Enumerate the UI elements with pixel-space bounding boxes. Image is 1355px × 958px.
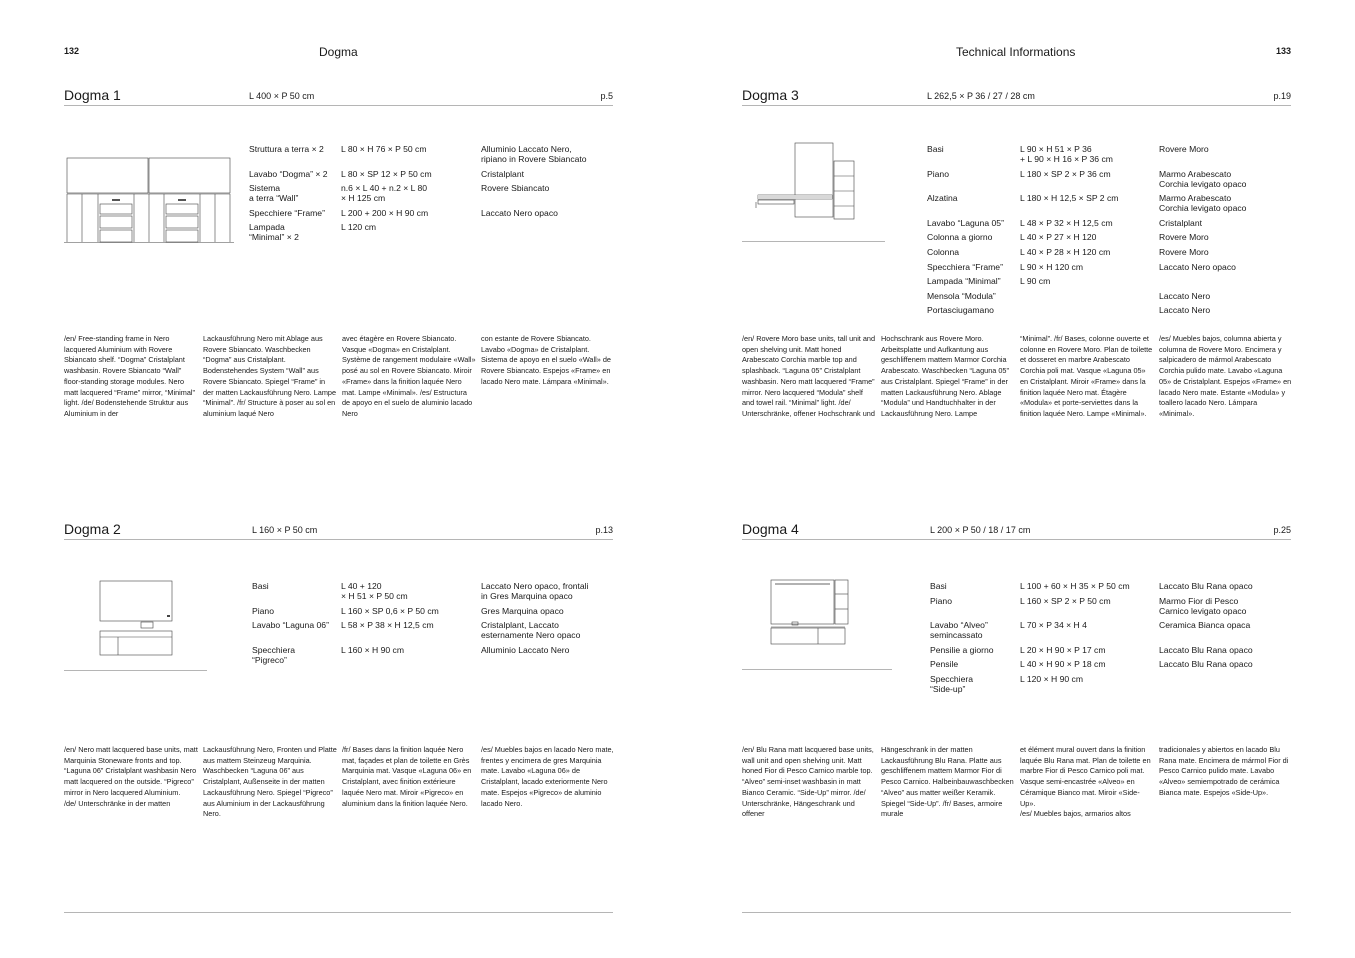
spec-finish: Alluminio Laccato Nero bbox=[481, 644, 570, 655]
spec-row bbox=[927, 144, 1291, 164]
spec-row bbox=[927, 193, 1291, 213]
section-title: Dogma 1 bbox=[64, 87, 121, 103]
section-page-ref: p.25 bbox=[1273, 525, 1291, 535]
spec-size: L 120 cm bbox=[341, 222, 377, 233]
description-col-1: /en/ Nero matt lacquered base units, matt Marquinia Stoneware fronts and top. “Laguna 06” Cristalplant washbasin Nero matt lacquered on the outside. “Pigreco” mirror in Nero lacquered Aluminium. /de/ Unterschränke in der matten bbox=[64, 745, 198, 808]
left-page-title: Dogma bbox=[319, 45, 358, 59]
right-page-number: 133 bbox=[1276, 46, 1292, 56]
spec-row bbox=[252, 645, 613, 665]
left-page-number: 132 bbox=[64, 46, 80, 56]
spec-finish: Cristalplant bbox=[1159, 217, 1202, 228]
spec-table bbox=[930, 581, 1291, 699]
spec-finish: Cristalplant bbox=[481, 168, 524, 179]
spec-finish: Laccato Nero bbox=[1159, 290, 1211, 301]
spec-size: L 180 × SP 2 × P 36 cm bbox=[1020, 168, 1111, 179]
section-page-ref: p.19 bbox=[1273, 91, 1291, 101]
spec-finish: Gres Marquina opaco bbox=[481, 605, 564, 616]
spec-row bbox=[252, 620, 613, 640]
spec-table bbox=[927, 144, 1291, 320]
section-dimensions: L 200 × P 50 / 18 / 17 cm bbox=[930, 525, 1031, 535]
spec-row bbox=[249, 169, 613, 179]
spec-item: Pensile bbox=[930, 659, 959, 670]
spec-finish: Alluminio Laccato Nero, ripiano in Rovere Sbiancato bbox=[481, 144, 587, 164]
spec-item: Piano bbox=[927, 168, 949, 179]
spec-row bbox=[930, 659, 1291, 669]
spec-row bbox=[249, 208, 613, 218]
description-col-2: Lackausführung Nero, Fronten und Platte aus mattem Steinzeug Marquinia. Waschbecken “Laguna 06” aus Cristalplant, Außenseite in der matten Lackausführung Nero. Spiegel “Pigreco” aus Aluminium in der Lackausführung Nero. bbox=[203, 745, 337, 819]
description-col-4: /es/ Muebles bajos en lacado Nero mate, frentes y encimera de gres Marquinia mate. Lavabo «Laguna 06» de Cristalplant, lacado exteriormente Nero mate. Espejos «Pigreco» de aluminio lacado Nero. bbox=[481, 745, 614, 808]
spec-finish: Laccato Blu Rana opaco bbox=[1159, 659, 1253, 670]
spec-row bbox=[927, 276, 1291, 286]
spec-item: Colonna bbox=[927, 246, 960, 257]
spec-size: n.6 × L 40 + n.2 × L 80 × H 125 cm bbox=[341, 183, 428, 204]
spec-finish: Rovere Moro bbox=[1159, 232, 1209, 243]
spec-item: Basi bbox=[927, 144, 944, 154]
spec-table bbox=[252, 581, 613, 669]
spec-item: Specchiere “Frame” bbox=[249, 207, 325, 218]
section-rule bbox=[64, 539, 613, 540]
spec-finish: Laccato Nero opaco bbox=[1159, 261, 1236, 272]
spec-row bbox=[927, 232, 1291, 242]
spec-item: Colonna a giorno bbox=[927, 232, 993, 243]
section-dimensions: L 160 × P 50 cm bbox=[252, 525, 318, 535]
section-rule bbox=[64, 105, 613, 106]
spec-size: L 40 + 120 × H 51 × P 50 cm bbox=[341, 581, 408, 601]
spec-item: Struttura a terra × 2 bbox=[249, 144, 324, 154]
spec-finish: Laccato Nero opaco bbox=[481, 207, 558, 218]
spec-finish: Laccato Nero opaco, frontali in Gres Marquina opaco bbox=[481, 581, 589, 601]
spec-item: Basi bbox=[252, 581, 269, 591]
spec-size: L 58 × P 38 × H 12,5 cm bbox=[341, 620, 434, 631]
spec-size: L 180 × H 12,5 × SP 2 cm bbox=[1020, 193, 1119, 204]
spec-finish: Marmo Arabescato Corchia levigato opaco bbox=[1159, 193, 1247, 214]
spec-size: L 200 + 200 × H 90 cm bbox=[341, 207, 429, 218]
description-col-4: tradicionales y abiertos en lacado Blu Rana mate. Encimera de mármol Fior di Pesco Carnico pulido mate. Lavabo «Alveo» semiempotrado de cerámica Bianca mate. Espejos «Side-Up». bbox=[1159, 745, 1289, 797]
section-rule bbox=[742, 105, 1291, 106]
description-col-3: “Minimal”. /fr/ Bases, colonne ouverte et colonne en Rovere Moro. Plan de toilette et dosseret en marbre Arabescato Corchia poli mat. Vasque «Laguna 05» en Cristalplant. Miroir «Frame» dans la finition laquée Nero mat. Étagère «Modula» et porte-serviettes dans la finition laquée Nero. Lampe «Minimal». bbox=[1020, 334, 1153, 418]
spec-size: L 90 × H 120 cm bbox=[1020, 261, 1083, 272]
spec-finish: Rovere Moro bbox=[1159, 246, 1209, 257]
spec-row bbox=[249, 183, 613, 203]
spec-row bbox=[927, 305, 1291, 315]
spec-item: Mensola “Modula” bbox=[927, 290, 996, 301]
spec-finish: Marmo Arabescato Corchia levigato opaco bbox=[1159, 168, 1247, 189]
spec-finish: Rovere Moro bbox=[1159, 144, 1209, 154]
footer-rule bbox=[64, 912, 613, 913]
spec-item: Basi bbox=[930, 581, 947, 591]
spec-size: L 80 × H 76 × P 50 cm bbox=[341, 144, 427, 154]
spec-row bbox=[252, 606, 613, 616]
spec-size: L 48 × P 32 × H 12,5 cm bbox=[1020, 217, 1113, 228]
description-col-1: /en/ Rovere Moro base units, tall unit and open shelving unit. Matt honed Arabescato Corchia marble top and splashback. “Laguna 05” Cristalplant washbasin. Nero matt lacquered “Frame” mirror. Nero lacquered “Modula” shelf and towel rail. “Minimal” light. /de/ Unterschränke, offener Hochschrank und bbox=[742, 334, 876, 418]
spec-item: Lavabo “Alveo” semincassato bbox=[930, 620, 988, 641]
dogma-1-drawing bbox=[64, 152, 234, 244]
spec-table bbox=[249, 144, 613, 247]
description-col-1: /en/ Free-standing frame in Nero lacquered Aluminium with Rovere Sbiancato shelf. “Dogma” Cristalplant washbasin. Rovere Sbiancato “Wall” floor-standing storage modules. Nero matt lacquered “Frame” mirror, “Minimal” light. /de/ Bodenstehende Struktur aus Aluminium in der bbox=[64, 334, 195, 418]
dogma-3-drawing bbox=[742, 140, 887, 244]
spec-row bbox=[927, 247, 1291, 257]
right-page-title: Technical Informations bbox=[956, 45, 1076, 59]
spec-size: L 160 × SP 0,6 × P 50 cm bbox=[341, 605, 439, 616]
spec-size: L 20 × H 90 × P 17 cm bbox=[1020, 644, 1106, 655]
spec-row bbox=[927, 291, 1291, 301]
description-col-3: avec étagère en Rovere Sbiancato. Vasque «Dogma» en Cristalplant. Système de rangement modulaire «Wall» posé au sol en Rovere Sbiancato. Miroir «Frame» dans la finition laquée Nero mat. Lampe «Minimal». /es/ Estructura de apoyo en el suelo de aluminio lacado Nero bbox=[342, 334, 476, 418]
section-rule bbox=[742, 539, 1291, 540]
spec-row bbox=[249, 144, 613, 164]
spec-finish: Laccato Blu Rana opaco bbox=[1159, 581, 1253, 591]
spec-item: Lavabo “Dogma” × 2 bbox=[249, 168, 328, 179]
section-title: Dogma 3 bbox=[742, 87, 799, 103]
spec-size: L 40 × P 28 × H 120 cm bbox=[1020, 246, 1111, 257]
dogma-4-drawing bbox=[742, 576, 894, 674]
spec-size: L 160 × H 90 cm bbox=[341, 644, 404, 655]
spec-item: Portasciugamano bbox=[927, 305, 994, 316]
spec-finish: Laccato Nero bbox=[1159, 305, 1211, 316]
section-dimensions: L 262,5 × P 36 / 27 / 28 cm bbox=[927, 91, 1035, 101]
spec-finish: Rovere Sbiancato bbox=[481, 183, 550, 194]
spec-row bbox=[930, 645, 1291, 655]
spec-finish: Laccato Blu Rana opaco bbox=[1159, 644, 1253, 655]
section-dimensions: L 400 × P 50 cm bbox=[249, 91, 315, 101]
spec-size: L 100 + 60 × H 35 × P 50 cm bbox=[1020, 581, 1130, 591]
footer-rule bbox=[742, 912, 1291, 913]
spec-item: Specchiera “Frame” bbox=[927, 261, 1003, 272]
description-col-4: con estante de Rovere Sbiancato. Lavabo «Dogma» de Cristalplant. Sistema de apoyo en el suelo «Wall» de Rovere Sbiancato. Espejos «Frame» en lacado Nero mate. Lámpara «Minimal». bbox=[481, 334, 611, 386]
spec-size: L 40 × P 27 × H 120 bbox=[1020, 232, 1097, 243]
description-col-1: /en/ Blu Rana matt lacquered base units, wall unit and open shelving unit. Matt honed Fior di Pesco Carnico marble top. “Alveo” semi-inset washbasin in matt Bianco Ceramic. “Side-Up” mirror. /de/ Unterschränke, Hängeschrank und offener bbox=[742, 745, 874, 819]
description-col-4: /es/ Muebles bajos, columna abierta y columna de Rovere Moro. Encimera y salpicadero de mármol Arabescato Corchia pulido mate. Lavabo «Laguna 05» de Cristalplant. Espejos «Frame» en lacado Nero mate. Estante «Modula» y toallero lacado Nero. Lámpara «Minimal». bbox=[1159, 334, 1292, 418]
description-col-2: Hängeschrank in der matten Lackausführung Blu Rana. Platte aus geschliffenem mattem Marmor Fior di Pesco Carnico. Halbeinbauwaschbecken “Alveo” aus matter weißer Keramik. Spiegel “Side-Up”. /fr/ Bases, armoire murale bbox=[881, 745, 1014, 819]
spec-item: Specchiera “Side-up” bbox=[930, 673, 973, 694]
spec-item: Lavabo “Laguna 05” bbox=[927, 217, 1004, 228]
spec-row bbox=[930, 620, 1291, 640]
spec-item: Piano bbox=[930, 595, 952, 606]
description-col-2: Lackausführung Nero mit Ablage aus Rovere Sbiancato. Waschbecken “Dogma” aus Cristalplant. Bodenstehendes System “Wall” aus Rovere Sbiancato. Spiegel “Frame” in der matten Lackausführung Nero. Lampe “Minimal”. /fr/ Structure à poser au sol en aluminium laqué Nero bbox=[203, 334, 337, 418]
spec-row bbox=[927, 262, 1291, 272]
spec-size: L 90 cm bbox=[1020, 276, 1051, 287]
dogma-2-drawing bbox=[64, 578, 209, 674]
spec-row bbox=[927, 218, 1291, 228]
spec-row bbox=[930, 581, 1291, 591]
section-title: Dogma 2 bbox=[64, 521, 121, 537]
spec-size: L 120 × H 90 cm bbox=[1020, 673, 1083, 684]
spec-row bbox=[930, 674, 1291, 694]
section-title: Dogma 4 bbox=[742, 521, 799, 537]
spec-size: L 80 × SP 12 × P 50 cm bbox=[341, 168, 432, 179]
description-col-2: Hochschrank aus Rovere Moro. Arbeitsplatte und Aufkantung aus geschliffenem mattem Marmor Corchia Arabescato. Waschbecken “Laguna 05” aus Cristalplant. Spiegel “Frame” in der matten Lackausführung Nero. Ablage “Modula” und Handtuchhalter in der Lackausführung Nero. Lampe bbox=[881, 334, 1009, 418]
description-col-3: /fr/ Bases dans la finition laquée Nero mat, façades et plan de toilette en Grès Marquinia mat. Vasque «Laguna 06» en Cristalplant, avec finition extérieure laquée Nero mat. Miroir «Pigreco» en aluminium dans la finition laquée Nero. bbox=[342, 745, 472, 808]
spec-item: Piano bbox=[252, 605, 274, 616]
spec-size: L 40 × H 90 × P 18 cm bbox=[1020, 659, 1106, 670]
spec-item: Pensilie a giorno bbox=[930, 644, 994, 655]
spec-size: L 160 × SP 2 × P 50 cm bbox=[1020, 595, 1111, 606]
spec-row bbox=[927, 169, 1291, 189]
spec-item: Lampada “Minimal” bbox=[927, 276, 1001, 287]
spec-finish: Marmo Fior di Pesco Carnico levigato opaco bbox=[1159, 595, 1247, 616]
description-col-3: et élément mural ouvert dans la finition laquée Blu Rana mat. Plan de toilette en marbre Fior di Pesco Carnico poli mat. Vasque semi-encastrée «Alveo» en Céramique Bianco mat. Miroir «Side-Up». /es/ Muebles bajos, armarios altos bbox=[1020, 745, 1151, 819]
spec-item: Sistema a terra “Wall” bbox=[249, 183, 299, 204]
spec-item: Lampada “Minimal” × 2 bbox=[249, 222, 299, 243]
spec-row bbox=[252, 581, 613, 601]
spec-item: Specchiera “Pigreco” bbox=[252, 644, 295, 665]
spec-row bbox=[930, 596, 1291, 616]
spec-finish: Cristalplant, Laccato esternamente Nero opaco bbox=[481, 620, 581, 641]
section-page-ref: p.13 bbox=[595, 525, 613, 535]
spec-row bbox=[249, 222, 613, 242]
spec-item: Lavabo “Laguna 06” bbox=[252, 620, 329, 631]
spec-finish: Ceramica Bianca opaca bbox=[1159, 620, 1251, 631]
spec-item: Alzatina bbox=[927, 193, 958, 204]
spec-size: L 90 × H 51 × P 36 + L 90 × H 16 × P 36 cm bbox=[1020, 144, 1113, 164]
section-page-ref: p.5 bbox=[600, 91, 613, 101]
spec-size: L 70 × P 34 × H 4 bbox=[1020, 620, 1087, 631]
